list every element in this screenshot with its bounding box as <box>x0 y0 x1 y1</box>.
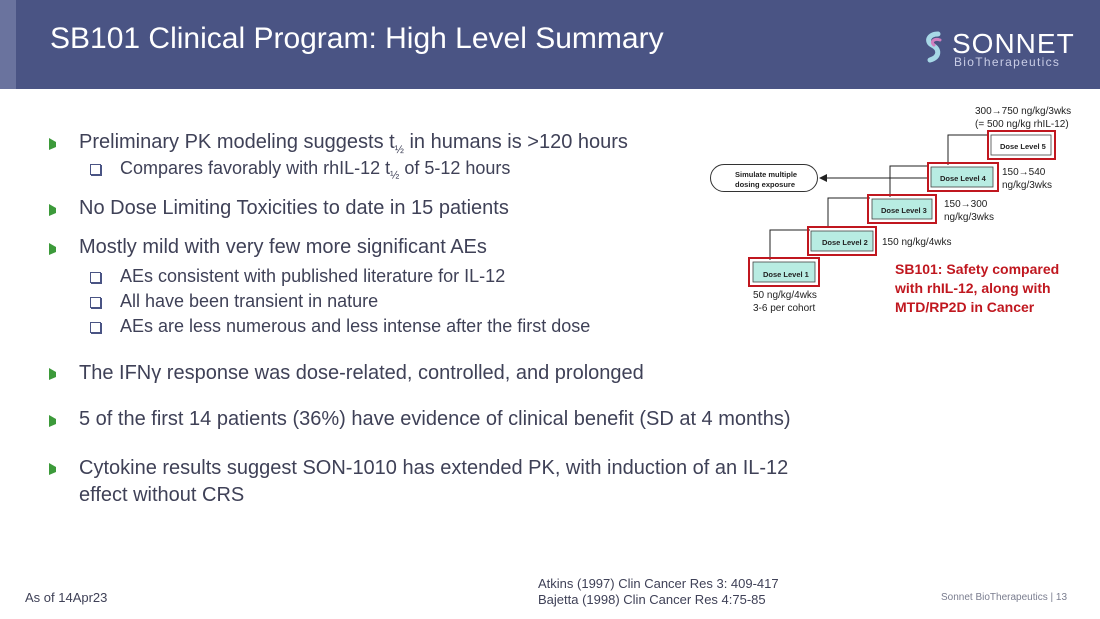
safety-callout-line1: SB101: Safety compared <box>895 261 1060 277</box>
dose-level-3-label: Dose Level 3 <box>881 206 927 215</box>
bullet-marker-icon <box>48 137 61 150</box>
dose-level-1-note-line1: 50 ng/kg/4wks <box>753 290 817 301</box>
dose-level-4-label: Dose Level 4 <box>940 174 986 183</box>
sub-bullet-box-icon <box>90 272 101 283</box>
sonnet-logo <box>920 28 1080 72</box>
safety-callout-line2: with rhIL-12, along with <box>895 280 1051 296</box>
bullet-no-dlt: No Dose Limiting Toxicities to date in 15 patients <box>79 197 509 219</box>
logo-subtitle: BioTherapeutics <box>954 55 1061 69</box>
reference-bajetta: Bajetta (1998) Clin Cancer Res 4:75-85 <box>538 592 766 607</box>
simulate-line2: dosing exposure <box>735 180 796 189</box>
bullet-marker-icon <box>48 462 61 475</box>
sub-bullet-rhil12-text-a: Compares favorably with rhIL-12 t <box>120 158 391 178</box>
dose-level-1-label: Dose Level 1 <box>763 270 809 279</box>
bullet-marker-icon <box>48 242 61 255</box>
slide-title: SB101 Clinical Program: High Level Summary <box>50 22 664 55</box>
half-life-subscript: ½ <box>394 144 404 156</box>
references <box>538 576 779 608</box>
sub-bullet-box-icon <box>90 297 101 308</box>
dose-level-2-label: Dose Level 2 <box>822 238 868 247</box>
dose-level-5-note-line2: (= 500 ng/kg rhIL-12) <box>975 119 1069 130</box>
bullet-cytokine-line1: Cytokine results suggest SON-1010 has extended PK, with induction of an IL-12 <box>79 457 789 479</box>
dose-level-3-note-line2: ng/kg/3wks <box>944 212 995 223</box>
sub-bullet-aes-literature: AEs consistent with published literature for IL-12 <box>120 266 506 286</box>
safety-callout-line3: MTD/RP2D in Cancer <box>895 299 1035 315</box>
simulate-dosing-box <box>710 164 818 192</box>
sub-bullet-aes-transient: All have been transient in nature <box>120 291 379 311</box>
bullet-marker-icon <box>48 203 61 216</box>
bullet-ifn-response: The IFNγ response was dose-related, controlled, and prolonged <box>79 362 644 384</box>
sub-bullet-box-icon <box>90 164 101 175</box>
bullet-marker-icon <box>48 367 61 380</box>
dose-escalation-diagram <box>700 100 1100 320</box>
bullet-pk-text-b: in humans is >120 hours <box>403 131 628 153</box>
bullet-clinical-benefit: 5 of the first 14 patients (36%) have evidence of clinical benefit (SD at 4 months) <box>79 408 791 430</box>
dose-level-4-note-line2: ng/kg/3wks <box>1002 180 1053 191</box>
logo-wordmark: SONNET <box>952 28 1075 59</box>
title-bar-accent <box>0 0 16 89</box>
bullet-pk-modeling <box>79 131 628 156</box>
safety-comparison-callout <box>895 260 1059 317</box>
half-life-subscript: ½ <box>390 169 400 182</box>
dose-level-1-note <box>753 289 817 315</box>
bullet-cytokine-line2: effect without CRS <box>79 484 245 506</box>
page-footer-label: Sonnet BioTherapeutics | 13 <box>941 592 1068 603</box>
dose-level-1-note-line2: 3-6 per cohort <box>753 303 816 314</box>
sub-bullet-rhil12 <box>120 158 510 182</box>
dose-level-4-note-line1: 150→540 <box>1002 167 1046 178</box>
simulate-line1: Simulate multiple <box>735 170 798 179</box>
dose-level-2-note: 150 ng/kg/4wks <box>882 237 952 248</box>
title-bar <box>0 0 1100 89</box>
sub-bullet-box-icon <box>90 322 101 333</box>
sonnet-logo-icon <box>920 30 946 66</box>
dose-level-5-label: Dose Level 5 <box>1000 142 1046 151</box>
sub-bullet-aes-less: AEs are less numerous and less intense after the first dose <box>120 316 591 336</box>
dose-level-5-note <box>975 105 1071 131</box>
bullet-pk-text-a: Preliminary PK modeling suggests t <box>79 131 395 153</box>
sub-bullet-rhil12-text-b: of 5-12 hours <box>399 158 511 178</box>
dose-level-3-note-line1: 150→300 <box>944 199 988 210</box>
bullet-marker-icon <box>48 414 61 427</box>
dose-level-3-note <box>944 198 994 224</box>
dose-level-5-note-line1: 300→750 ng/kg/3wks <box>975 106 1072 117</box>
reference-atkins: Atkins (1997) Clin Cancer Res 3: 409-417 <box>538 576 779 591</box>
bullet-mild-aes: Mostly mild with very few more significant AEs <box>79 236 487 258</box>
as-of-date: As of 14Apr23 <box>25 590 108 605</box>
dose-level-4-note <box>1002 166 1052 192</box>
